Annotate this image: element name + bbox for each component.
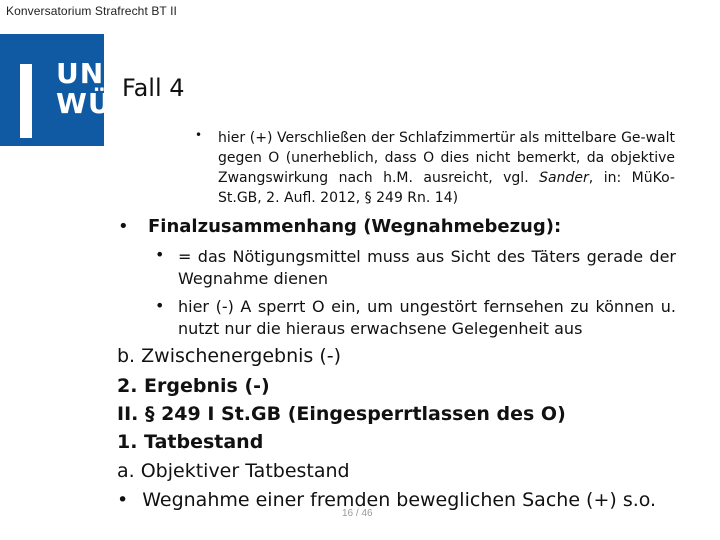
- sub-note-part-b: , in: MüKo-St.GB, 2. Aufl. 2012, § 249 Rn. 14): [218, 170, 675, 206]
- sub-note-part-a: hier (+) Verschließen der Schlafzimmertür als mittelbare Ge-walt gegen O (unerheblich, dass O dies nicht bemerkt, da objektive Zwangswirkung nach h.M. ausreicht, vgl.: [218, 130, 675, 186]
- logo-text-line1: UNI: [56, 57, 116, 90]
- outline-line: II. § 249 I St.GB (Eingesperrtlassen des O): [117, 403, 566, 425]
- sub-note-text: [218, 128, 675, 208]
- section-heading: Finalzusammenhang (Wegnahmebezug):: [148, 216, 562, 237]
- slide-title: Fall 4: [122, 74, 185, 102]
- logo-text-line2: WÜ: [56, 87, 112, 120]
- page-number: 16 / 46: [342, 508, 373, 519]
- bullet-icon: •: [118, 216, 129, 237]
- presentation-header: Konversatorium Strafrecht BT II: [6, 4, 177, 18]
- logo-bar: [20, 64, 32, 138]
- outline-line: 2. Ergebnis (-): [117, 375, 270, 397]
- bullet-icon: •: [155, 296, 165, 315]
- outline-line-text: Wegnahme einer fremden beweglichen Sache (+) s.o.: [142, 489, 657, 511]
- sub-note-author: Sander: [539, 170, 589, 186]
- university-logo: [0, 34, 116, 146]
- bullet-icon: •: [155, 245, 165, 264]
- outline-line: 1. Tatbestand: [117, 431, 264, 453]
- bullet-icon: •: [195, 128, 203, 142]
- sub-bullet-text-2: hier (-) A sperrt O ein, um ungestört fernsehen zu können u. nutzt nur die hieraus erwachsene Gelegenheit aus: [178, 297, 676, 338]
- bullet-icon: •: [117, 489, 129, 511]
- sub-bullet-text-1: = das Nötigungsmittel muss aus Sicht des Täters gerade der Wegnahme dienen: [178, 247, 676, 288]
- outline-line: [117, 489, 656, 511]
- outline-line: b. Zwischenergebnis (-): [117, 345, 342, 367]
- outline-line: a. Objektiver Tatbestand: [117, 460, 350, 482]
